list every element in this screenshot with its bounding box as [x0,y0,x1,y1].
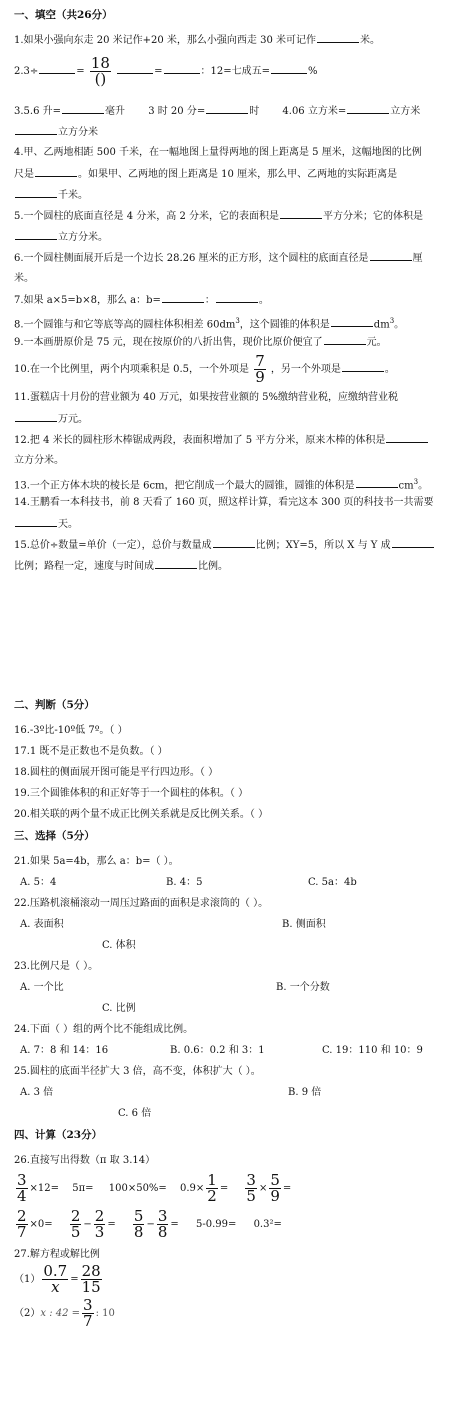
question-4-line-2 [14,167,397,182]
fraction-denominator: 9 [270,1187,280,1205]
fraction-numerator: 3 [83,1296,93,1314]
fraction-5-over-8 [133,1209,145,1240]
section-title-fill: 一、填空（共26分） [14,9,113,21]
fraction-numerator: 2 [70,1207,81,1225]
answer-blank[interactable] [15,188,57,198]
fraction-3-over-8 [157,1209,169,1240]
q10-text-b: ，另一个外项是 [270,364,341,375]
q13-unit: cm [398,480,414,492]
fraction-3-over-5 [245,1173,257,1204]
equation-1 [14,1264,104,1298]
fraction-7-over-9 [254,354,266,385]
answer-blank[interactable] [164,64,200,74]
answer-blank[interactable] [280,209,322,219]
fraction-28-over-15 [81,1264,102,1295]
section-title-judge: 二、判断（5分） [14,699,95,711]
q9-unit: 元。 [366,337,387,348]
choice-23-option-c[interactable]: C. 比例 [102,1003,136,1014]
equation-label: （1） [14,1274,41,1285]
question-8 [14,314,404,332]
fraction-denominator: 5 [246,1187,256,1205]
choice-25-option-c[interactable]: C. 6 倍 [118,1108,152,1119]
question-15-line-1 [14,538,435,553]
answer-blank[interactable] [155,559,197,569]
choice-23-option-b[interactable]: B. 一个分数 [276,982,330,993]
calc-term: = [107,1219,116,1230]
answer-blank[interactable] [117,64,153,74]
fraction-2-over-3 [94,1209,106,1240]
answer-blank[interactable] [331,317,373,327]
q3-unit-b: 毫升 [105,106,126,117]
answer-blank[interactable] [271,64,307,74]
fraction-0.7-over-x [42,1264,68,1295]
fraction-numerator: 7 [255,352,265,370]
fraction-denominator: 15 [81,1278,101,1296]
q3-text-e: 4.06 立方米= [282,106,347,117]
fraction-3-over-4 [16,1173,28,1204]
q2-text-d: ：12=七成五= [200,66,271,77]
fraction-numerator: 5 [270,1171,280,1189]
choice-25-option-a[interactable]: A. 3 倍 [20,1087,54,1098]
question-7 [14,293,269,308]
choice-22-option-b[interactable]: B. 侧面积 [282,919,326,930]
answer-blank[interactable] [206,104,248,114]
question-3-line-1 [14,104,420,119]
answer-blank[interactable] [392,538,434,548]
fraction-2-over-5 [70,1209,82,1240]
question-10 [14,354,395,386]
fraction-numerator: 5 [133,1207,144,1225]
fraction-2-over-7 [16,1209,28,1240]
answer-blank[interactable] [35,167,77,177]
calc-term: ×0= [29,1219,53,1230]
q6-text-b: 厘 [412,253,423,264]
q3-unit-f: 立方米 [390,106,421,117]
q14-unit: 天。 [58,519,78,530]
fraction-denominator: 8 [157,1223,168,1241]
fraction-numerator: 3 [17,1171,27,1189]
fraction-denominator: 7 [83,1312,93,1330]
equation-left: x : 42 = [40,1308,81,1319]
fraction-denominator: 8 [133,1223,144,1241]
answer-blank[interactable] [15,412,57,422]
q15-text-c: 比例；路程一定，速度与时间成 [14,561,154,572]
question-6-line-1 [14,251,423,266]
question-15-line-2 [14,559,228,574]
q6-text-a: 6.一个圆柱侧面展开后是一个边长 28.26 厘米的正方形，这个圆柱的底面直径是 [14,253,369,264]
q8-sup: 3 [235,317,240,325]
choice-22-stem: 22.压路机滚桶滚动一周压过路面的面积是求滚筒的（ ）。 [14,898,269,909]
question-5-line-2 [14,230,108,245]
q1-text: 1.如果小强向东走 20 米记作+20 米，那么小强向西走 30 米可记作 [14,35,316,46]
calc-27-stem: 27.解方程或解比例 [14,1249,100,1260]
equation-equals: = [70,1274,79,1285]
q10-text-a: 10.在一个比例里，两个内项乘积是 0.5，一个外项是 [14,364,249,375]
calc-26-stem: 26.直接写出得数（π 取 3.14） [14,1155,156,1166]
q2-text-a: 2.3÷ [14,66,39,77]
choice-24-option-c[interactable]: C. 19：110 和 10：9 [322,1045,423,1056]
q2-eq: = [76,66,85,77]
fraction-numerator: 2 [94,1207,105,1225]
answer-blank[interactable] [342,362,384,372]
calc-term: × [258,1183,268,1194]
q13-end: 。 [418,480,429,492]
fraction-5-over-9 [269,1173,281,1204]
q2-eq2: = [154,66,163,77]
choice-21-option-b[interactable]: B. 4：5 [166,877,203,888]
fraction-numerator: 3 [157,1207,168,1225]
answer-blank[interactable] [370,251,412,261]
fraction-numerator: 18 [90,54,110,72]
calc-term: 5-0.99= [195,1219,237,1230]
q3-unit-d: 时 [249,106,260,117]
fraction-denominator[interactable]: () [94,70,107,88]
answer-blank[interactable] [356,478,398,488]
q11-unit: 万元。 [58,414,88,425]
q2-percent: % [308,66,318,77]
equation-right: : 10 [95,1308,115,1319]
question-12-line-2: 立方分米。 [14,455,64,466]
question-9 [14,335,387,350]
choice-24-stem: 24.下面（ ）组的两个比不能组成比例。 [14,1024,194,1035]
equation-2 [14,1298,115,1332]
answer-blank[interactable] [62,104,104,114]
section-title-calc: 四、计算（23分） [14,1129,103,1141]
question-5-line-1 [14,209,423,224]
calc-term: 0.3²= [253,1219,282,1230]
q7-end: 。 [258,295,269,306]
q15-end: 比例。 [198,561,228,572]
calc-operator: − [83,1219,92,1230]
question-14-line-1: 14.王鹏看一本科技书，前 8 天看了 160 页，照这样计算，看完这本 300 页的科技书一共需要 [14,497,434,508]
fraction-18-over-blank [90,56,111,87]
judge-item-18: 18.圆柱的侧面展开图可能是平行四边形。（ ） [14,767,219,778]
q3-text-a: 3.5.6 升= [14,106,62,117]
q7-colon: ： [204,295,215,306]
fraction-denominator: 4 [17,1187,27,1205]
question-14-line-2 [14,517,78,532]
q8-end: 。 [394,319,405,331]
q3-unit-g: 立方分米 [58,127,98,138]
answer-blank[interactable] [15,517,57,527]
answer-blank[interactable] [386,433,428,443]
calc-term: 0.9× [180,1183,205,1194]
section-title-choice: 三、选择（5分） [14,830,95,842]
fraction-denominator: x [51,1278,60,1296]
calc-operator: − [146,1219,155,1230]
calc-term: 5π= [72,1183,94,1194]
question-12-line-1 [14,433,429,448]
q3-text-c: 3 时 20 分= [148,106,206,117]
q9-text-a: 9.一本画册原价是 75 元，现在按原价的八折出售，现价比原价便宜了 [14,337,323,348]
judge-item-17: 17.1 既不是正数也不是负数。（ ） [14,746,168,757]
fraction-3-over-7 [82,1298,94,1329]
fraction-denominator: 2 [207,1187,217,1205]
q13-text-a: 13.一个正方体木块的棱长是 6cm，把它削成一个最大的圆锥，圆锥的体积是 [14,480,355,492]
answer-blank[interactable] [324,335,366,345]
calc-term: ×12= [29,1183,60,1194]
fraction-numerator: 0.7 [43,1262,68,1280]
q4-unit: 千米。 [58,190,88,201]
question-4-line-1: 4.甲、乙两地相距 500 千米，在一幅地图上量得两地的图上距离是 5 厘米，这幅地图的比例 [14,147,422,158]
choice-24-option-b[interactable]: B. 0.6：0.2 和 3：1 [170,1045,265,1056]
question-2 [14,56,318,88]
question-11-line-1: 11.蛋糕店十月份的营业额为 40 万元，如果按营业额的 5%缴纳营业税，应缴纳营业税 [14,392,399,403]
q5-unit: 立方分米。 [58,232,108,243]
fraction-numerator: 3 [246,1171,256,1189]
answer-blank[interactable] [317,33,359,43]
choice-21-option-c[interactable]: C. 5a：4b [308,877,357,888]
calc-26-row-1 [14,1172,291,1208]
choice-23-stem: 23.比例尺是（ ）。 [14,961,99,972]
answer-blank[interactable] [162,293,204,303]
judge-item-20: 20.相关联的两个量不成正比例关系就是反比例关系。（ ） [14,809,269,820]
q7-text-a: 7.如果 a×5=b×8，那么 a：b= [14,295,161,306]
q4-text-b: 。如果甲、乙两地的图上距离是 10 厘米，那么甲、乙两地的实际距离是 [78,169,398,180]
choice-23-option-a[interactable]: A. 一个比 [20,982,64,993]
calc-term: = [219,1183,229,1194]
fraction-1-over-2 [206,1173,218,1204]
q10-end: 。 [384,364,395,375]
question-1 [14,33,380,48]
q8-text-a: 8.一个圆锥与和它等底等高的圆柱体积相差 60dm [14,319,236,331]
answer-blank[interactable] [15,230,57,240]
calc-term: = [282,1183,292,1194]
q13-unit-sup: 3 [413,478,419,486]
calc-term: = [170,1219,179,1230]
choice-22-option-c[interactable]: C. 体积 [102,940,136,951]
q4-text-a: 尺是 [14,169,34,180]
q15-text-a: 15.总价÷数量=单价（一定），总价与数量成 [14,540,212,551]
question-6-line-2: 米。 [14,273,34,284]
q8-unit: dm [373,319,390,331]
choice-22-option-a[interactable]: A. 表面积 [20,919,64,930]
calc-26-row-2 [14,1208,282,1244]
fraction-denominator: 7 [17,1223,27,1241]
choice-25-option-b[interactable]: B. 9 倍 [288,1087,322,1098]
fraction-numerator: 2 [17,1207,27,1225]
answer-blank[interactable] [39,64,75,74]
answer-blank[interactable] [15,125,57,135]
q5-text-b: 平方分米；它的体积是 [322,211,423,222]
judge-item-16: 16.-3º比-10º低 7º。（ ） [14,725,128,736]
q1-unit: 米。 [360,35,380,46]
question-3-line-2 [14,125,98,140]
equation-label: （2） [14,1308,41,1319]
fraction-denominator: 9 [255,368,265,386]
q5-text-a: 5.一个圆柱的底面直径是 4 分米，高 2 分米，它的表面积是 [14,211,279,222]
question-13 [14,475,428,493]
q15-text-b: 比例；XY=5，所以 X 与 Y 成 [255,540,391,551]
choice-25-stem: 25.圆柱的底面半径扩大 3 倍，高不变，体积扩大（ ）。 [14,1066,261,1077]
calc-term: 100×50%= [108,1183,167,1194]
choice-21-option-a[interactable]: A. 5：4 [20,877,57,888]
fraction-numerator: 1 [207,1171,217,1189]
q12-text-a: 12.把 4 米长的圆柱形木棒锯成两段，表面积增加了 5 平方分米，原来木棒的体积是 [14,435,386,446]
fraction-numerator: 28 [81,1262,101,1280]
answer-blank[interactable] [216,293,258,303]
q8-text-b: ，这个圆锥的体积是 [239,319,330,331]
choice-21-stem: 21.如果 5a=4b，那么 a：b=（ ）。 [14,856,179,867]
judge-item-19: 19.三个圆锥体积的和正好等于一个圆柱的体积。（ ） [14,788,249,799]
question-11-line-2 [14,412,88,427]
choice-24-option-a[interactable]: A. 7：8 和 14：16 [20,1045,109,1056]
question-4-line-3 [14,188,88,203]
fraction-denominator: 3 [94,1223,105,1241]
fraction-denominator: 5 [70,1223,81,1241]
q8-unit-sup: 3 [389,317,395,325]
answer-blank[interactable] [213,538,255,548]
answer-blank[interactable] [347,104,389,114]
